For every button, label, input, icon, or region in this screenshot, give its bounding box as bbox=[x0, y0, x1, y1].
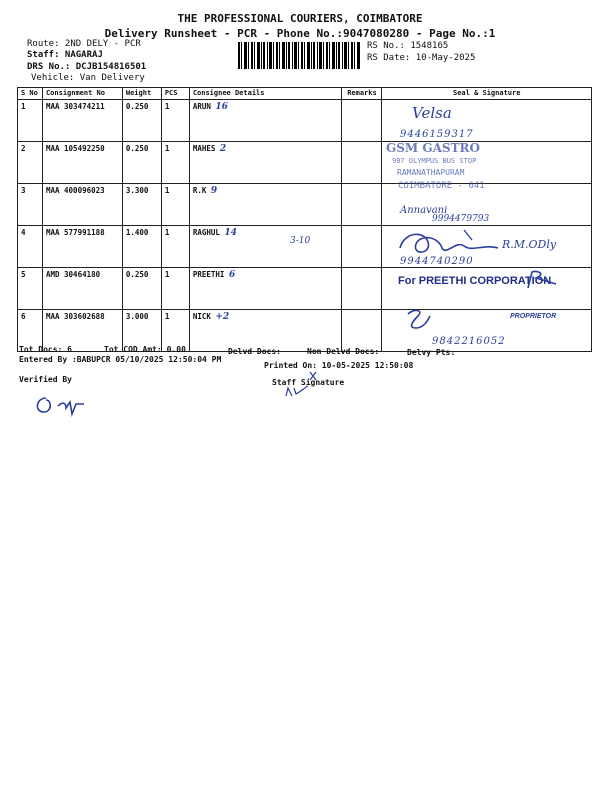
cell-consignment: MAA 303602688 bbox=[42, 310, 122, 352]
handwritten-note: +2 bbox=[215, 312, 230, 322]
handwritten-signature: Velsa bbox=[412, 104, 452, 122]
cell-weight: 0.250 bbox=[122, 142, 161, 184]
delivery-points: Delvy Pts: bbox=[407, 348, 456, 357]
col-weight: Weight bbox=[122, 88, 161, 100]
cell-sno: 6 bbox=[18, 310, 43, 352]
verifier-signature bbox=[32, 392, 92, 422]
scribbled-signature bbox=[404, 306, 434, 336]
cell-sno: 3 bbox=[18, 184, 43, 226]
cell-weight: 3.300 bbox=[122, 184, 161, 226]
cell-consignee bbox=[189, 268, 342, 310]
company-stamp: GSM GASTRO bbox=[386, 141, 480, 155]
cell-sno: 4 bbox=[18, 226, 43, 268]
vehicle-label: Vehicle: Van Delivery bbox=[31, 73, 145, 83]
stamp-area: RAMANATHAPURAM bbox=[397, 168, 465, 177]
cell-consignment: AMD 30464180 bbox=[42, 268, 122, 310]
delivered-docs: Delvd Docs: bbox=[228, 347, 281, 356]
cell-consignment: MAA 577991188 bbox=[42, 226, 122, 268]
cell-remarks bbox=[342, 142, 382, 184]
staff-signature-scribble bbox=[282, 368, 322, 406]
cell-remarks bbox=[342, 184, 382, 226]
runsheet-table bbox=[17, 87, 592, 352]
scribbled-signature bbox=[522, 268, 562, 296]
handwritten-note: 2 bbox=[219, 144, 227, 154]
cell-remarks bbox=[342, 310, 382, 352]
cell-pcs: 1 bbox=[161, 268, 189, 310]
cell-consignee bbox=[189, 100, 342, 142]
verified-by-label: Verified By bbox=[19, 375, 72, 384]
cell-weight: 1.400 bbox=[122, 226, 161, 268]
table-row bbox=[18, 268, 592, 310]
handwritten-note: 16 bbox=[215, 102, 228, 112]
cell-sno: 2 bbox=[18, 142, 43, 184]
handwritten-note: 6 bbox=[228, 270, 236, 280]
rs-date: RS Date: 10-May-2025 bbox=[367, 53, 476, 63]
consignee-name: ARUN bbox=[192, 102, 211, 111]
total-docs: Tot Docs: 6 bbox=[19, 345, 72, 354]
cell-consignment: MAA 105492250 bbox=[42, 142, 122, 184]
proprietor-stamp: PROPRIETOR bbox=[510, 313, 557, 320]
consignee-name: RAGHUL bbox=[192, 228, 220, 237]
cell-weight: 0.250 bbox=[122, 100, 161, 142]
handwritten-note: 9 bbox=[210, 186, 218, 196]
handwritten-note: 14 bbox=[224, 228, 237, 238]
handwritten-phone: 9446159317 bbox=[400, 129, 474, 140]
drs-label: DRS No.: DCJB154816501 bbox=[27, 62, 147, 72]
cell-consignee bbox=[189, 142, 342, 184]
handwritten-phone: 9994479793 bbox=[432, 214, 490, 224]
printed-on: Printed On: 10-05-2025 12:50:08 bbox=[264, 361, 414, 370]
cell-pcs: 1 bbox=[161, 226, 189, 268]
col-consignment: Consignment No bbox=[42, 88, 122, 100]
col-consignee: Consignee Details bbox=[189, 88, 342, 100]
handwritten-phone: 9944740290 bbox=[400, 256, 474, 267]
cell-consignment: MAA 303474211 bbox=[42, 100, 122, 142]
cell-pcs: 1 bbox=[161, 184, 189, 226]
col-remarks: Remarks bbox=[342, 88, 382, 100]
staff-label: Staff: NAGARAJ bbox=[27, 50, 103, 60]
cell-remarks bbox=[342, 268, 382, 310]
cell-remarks bbox=[342, 226, 382, 268]
route-label: Route: 2ND DELY - PCR bbox=[27, 39, 141, 49]
consignee-name: MAHES bbox=[192, 144, 216, 153]
rs-number: RS No.: 1548165 bbox=[367, 41, 449, 51]
col-seal-signature: Seal & Signature bbox=[382, 88, 592, 100]
col-sno: S No bbox=[18, 88, 43, 100]
table-header-row bbox=[18, 88, 592, 100]
cell-consignee bbox=[189, 226, 342, 268]
runsheet-subtitle: Delivery Runsheet - PCR - Phone No.:9047080280 - Page No.:1 bbox=[104, 27, 496, 40]
stamp-city: COIMBATORE - 641 bbox=[398, 181, 485, 191]
col-pcs: PCS bbox=[161, 88, 189, 100]
consignee-name: PREETHI bbox=[192, 270, 225, 279]
cell-weight: 3.000 bbox=[122, 310, 161, 352]
cell-pcs: 1 bbox=[161, 310, 189, 352]
cell-pcs: 1 bbox=[161, 100, 189, 142]
stamp-address: 987 OLYMPUS BUS STOP bbox=[392, 157, 477, 165]
entered-by: Entered By :BABUPCR 05/10/2025 12:50:04 PM bbox=[19, 355, 222, 364]
non-delivered-docs: Non Delvd Docs: bbox=[307, 347, 380, 356]
handwritten-note: 3-10 bbox=[290, 236, 311, 246]
cell-sno: 1 bbox=[18, 100, 43, 142]
staff-signature-label: Staff Signature bbox=[272, 378, 345, 387]
cell-pcs: 1 bbox=[161, 142, 189, 184]
corporation-stamp: For PREETHI CORPORATION bbox=[398, 275, 552, 287]
total-cod: Tot COD Amt: 0.00 bbox=[104, 345, 186, 354]
consignee-name: R.K bbox=[192, 186, 207, 195]
barcode bbox=[238, 42, 361, 69]
cell-sno: 5 bbox=[18, 268, 43, 310]
table-row bbox=[18, 100, 592, 142]
cell-consignment: MAA 400096023 bbox=[42, 184, 122, 226]
cell-consignee bbox=[189, 184, 342, 226]
table-row bbox=[18, 184, 592, 226]
company-title: THE PROFESSIONAL COURIERS, COIMBATORE bbox=[177, 12, 423, 25]
handwritten-signature: Annavani bbox=[400, 205, 448, 216]
cell-consignee bbox=[189, 310, 342, 352]
cell-weight: 0.250 bbox=[122, 268, 161, 310]
consignee-name: NICK bbox=[192, 312, 211, 321]
handwritten-signature: R.M.ODly bbox=[502, 238, 557, 251]
handwritten-phone: 9842216052 bbox=[432, 336, 506, 347]
cell-remarks bbox=[342, 100, 382, 142]
table-row bbox=[18, 142, 592, 184]
